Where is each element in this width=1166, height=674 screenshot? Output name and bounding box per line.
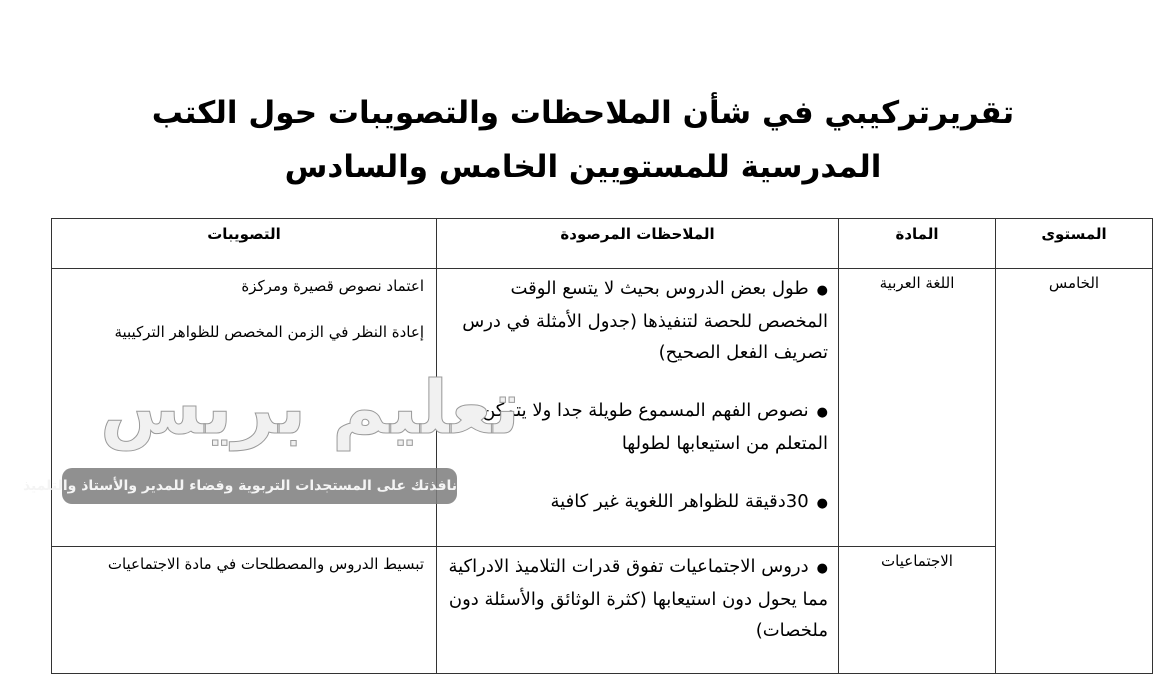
header-recommendations: التصويبات: [52, 219, 437, 269]
observation-item: ●30دقيقة للظواهر اللغوية غير كافية: [550, 491, 828, 512]
table-header-row: [52, 219, 1153, 269]
recommendation-item: اعتماد نصوص قصيرة ومركزة: [241, 277, 424, 295]
watermark-logo-text: تعليم بريس: [100, 365, 520, 451]
observations-cell: [437, 269, 839, 547]
subject-cell: الاجتماعيات: [839, 547, 996, 674]
observation-item: ●دروس الاجتماعيات تفوق قدرات التلاميذ الادراكية مما يحول دون استيعابها (كثرة الوثائق والأسئلة دون ملخصات): [448, 556, 828, 641]
bullet-icon: ●: [816, 496, 828, 511]
recommendation-item: إعادة النظر في الزمن المخصص للظواهر التركيبية: [114, 323, 424, 341]
watermark-tagline: نافذتك على المستجدات التربوية وفضاء للمدير والأستاذ والتلميذ: [22, 478, 457, 494]
bullet-icon: ●: [816, 405, 828, 420]
observations-cell: [437, 547, 839, 674]
subject-cell: اللغة العربية: [839, 269, 996, 547]
report-table: [22, 218, 1153, 674]
recommendations-cell: [52, 269, 437, 547]
header-level: المستوى: [996, 219, 1153, 269]
level-cell: الخامس: [996, 269, 1153, 674]
bullet-icon: ●: [816, 283, 828, 298]
bullet-icon: ●: [816, 561, 828, 576]
document-title-line-1: تقريرتركيبي في شأن الملاحظات والتصويبات حول الكتب: [151, 95, 1015, 131]
table-row: [52, 547, 1153, 674]
document-title-line-2: المدرسية للمستويين الخامس والسادس: [284, 149, 882, 185]
table-row: [52, 269, 1153, 547]
header-observations: الملاحظات المرصودة: [437, 219, 839, 269]
header-subject: المادة: [839, 219, 996, 269]
recommendations-cell: [52, 547, 437, 674]
recommendation-item: تبسيط الدروس والمصطلحات في مادة الاجتماعيات: [107, 555, 424, 573]
observation-item: ●نصوص الفهم المسموع طويلة جدا ولا يتمكن المتعلم من استيعابها لطولها: [482, 400, 828, 454]
observation-item: ●طول بعض الدروس بحيث لا يتسع الوقت المخصص للحصة لتنفيذها (جدول الأمثلة في درس تصريف الفعل الصحيح): [462, 278, 828, 363]
